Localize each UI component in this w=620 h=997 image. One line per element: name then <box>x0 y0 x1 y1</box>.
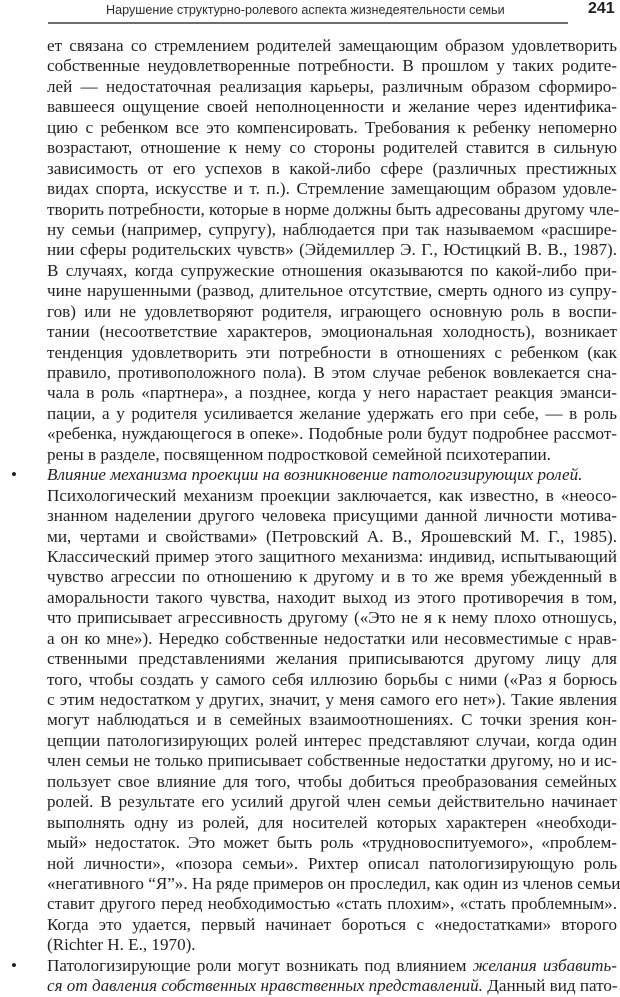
running-header-title: Нарушение структурно-ролевого аспекта жизнедеятельности семьи <box>106 3 505 17</box>
text-line: рены в разделе, посвященном подростковой семейной психотерапии. <box>47 444 551 464</box>
bullet-item-moral-pressure <box>11 955 618 997</box>
text-line: В случаях, когда супружеские отношения оказываются по какой-либо при- <box>47 260 617 280</box>
text-line: а он ко мне»). Нередко собственные недостатки или несовместимые с нрав- <box>47 628 617 648</box>
header-rule <box>48 22 568 24</box>
text-line: чала в роль «партнера», а позднее, когда у него нарастает реакция эманси- <box>47 383 617 403</box>
text-italic: желания избавить- <box>472 955 617 975</box>
text-line: мый» недостаток. Это может быть роль «трудновоспитуемого», «проблем- <box>47 833 617 853</box>
bullet-marker: • <box>11 465 17 485</box>
paragraph-continued <box>47 36 620 465</box>
text-line: вавшееся ощущение своей неполноценности и желание через идентифика- <box>47 97 617 117</box>
text-line: могут наблюдаться и в семейных взаимоотношениях. С точки зрения кон- <box>47 710 617 730</box>
bullet-heading: Влияние механизма проекции на возникновение патологизирующих ролей. <box>47 465 583 485</box>
text-line: (Richter H. E., 1970). <box>47 935 196 955</box>
text-line: пации, а у родителя усиливается желание удержать его при себе, — в роль <box>47 403 617 423</box>
text-line: лей — недостаточная реализация карьеры, различным образом сформиро- <box>47 76 617 96</box>
text-line: собственные неудовлетворенные потребности. В прошлом у таких родите- <box>47 56 617 76</box>
text-line: тании (несоответствие характеров, эмоциональная холодность), возникает <box>47 322 617 342</box>
text-italic: ся от давления собственных нравственных представлений. <box>47 976 483 996</box>
text-line: что приписывает агрессивность другому («Это не я к нему плохо отношусь, <box>47 608 617 628</box>
text-line: ставит другого перед необходимостью «стать плохим», «стать проблемным». <box>47 894 617 914</box>
text-line: тенденция удовлетворить эти потребности в отношениях с ребенком (как <box>47 342 617 362</box>
page-number: 241 <box>588 0 615 17</box>
text-line: гов) или не удовлетворяют родителя, играющего основную роль в воспи- <box>47 301 617 321</box>
text-line: ет связана со стремлением родителей замещающим образом удовлетворить <box>47 36 617 55</box>
bullet-item-projection <box>11 465 620 956</box>
text-line: видах спорта, искусстве и т. п.). Стремление замещающим образом удовле- <box>47 179 617 199</box>
bullet-marker: • <box>11 955 17 975</box>
text-line: ролей. В результате его усилий другой член семьи действительно начинает <box>47 792 617 812</box>
text-line: цию с ребенком все это компенсировать. Требования к ребенку непомерно <box>47 117 617 137</box>
text-line <box>47 976 617 996</box>
text-line: ми, чертами и свойствами» (Петровский А. В., Ярошевский М. Г., 1985). <box>47 526 617 546</box>
text-line: чине нарушенными (развод, длительное отсутствие, смерть одного из супру- <box>47 281 617 301</box>
running-header <box>48 0 620 22</box>
body-text <box>11 36 620 997</box>
text-line <box>47 956 617 976</box>
text-line: чувство агрессии по отношению к другому и в то же время убежденный в <box>47 567 617 587</box>
text-line: ственными представлениями желания приписываются другому лицу для <box>47 649 617 669</box>
text-normal: Патологизирующие роли могут возникать под влиянием <box>47 955 473 975</box>
text-line: правило, противоположного пола). В этом случае ребенок вовлекается сна- <box>47 363 617 382</box>
text-line: ной личности», «позора семьи». Рихтер описал патологизирующую роль <box>47 853 617 873</box>
text-line: возрастают, отношение к нему со стороны родителей ставится в сильную <box>47 138 617 158</box>
text-line: ну семьи (например, супругу), наблюдается при так называемом «расшире- <box>47 219 617 239</box>
text-line: Классический пример этого защитного механизма: индивид, испытывающий <box>47 546 617 566</box>
text-line: цепции патологизирующих ролей интерес представляют случаи, когда один <box>47 730 617 750</box>
text-line: Когда это удается, первый начинает бороться с «недостатками» второго <box>47 914 617 934</box>
text-line: того, чтобы создать у самого себя иллюзию борьбы с ними («Раз я борюсь <box>47 669 617 689</box>
text-line: пользует свое влияние для того, чтобы добиться преобразования семейных <box>47 771 617 791</box>
text-line: аморальности такого чувства, находит выход из этого противоречия в том, <box>47 587 617 607</box>
text-line: знанном наделении другого человека присущими данной личности мотива- <box>47 506 617 526</box>
text-line: зависимость от его успехов в какой-либо сфере (различных престижных <box>47 158 617 178</box>
text-line: член семьи не только приписывает собственные недостатки другому, но и ис- <box>47 751 617 771</box>
text-line: Психологический механизм проекции заключается, как известно, в «неосо- <box>47 485 617 505</box>
text-line: «ребенка, нуждающегося в опеке». Подобные роли будут подробнее рассмот- <box>47 424 617 444</box>
text-line: творить потребности, которые в норме должны быть адресованы другому чле- <box>47 199 620 219</box>
text-line: выполнять одну из ролей, для носителей которых характерен «необходи- <box>47 812 617 832</box>
text-line: нии сферы родительских чувств» (Эйдемиллер Э. Г., Юстицкий В. В., 1987). <box>47 240 617 260</box>
text-normal: Данный вид пато- <box>482 976 618 996</box>
text-line: с этим недостатком у других, значит, у меня самого его нет»). Такие явления <box>47 690 617 709</box>
text-line: «негативного “Я”». На ряде примеров он проследил, как один из членов семьи <box>47 873 620 893</box>
